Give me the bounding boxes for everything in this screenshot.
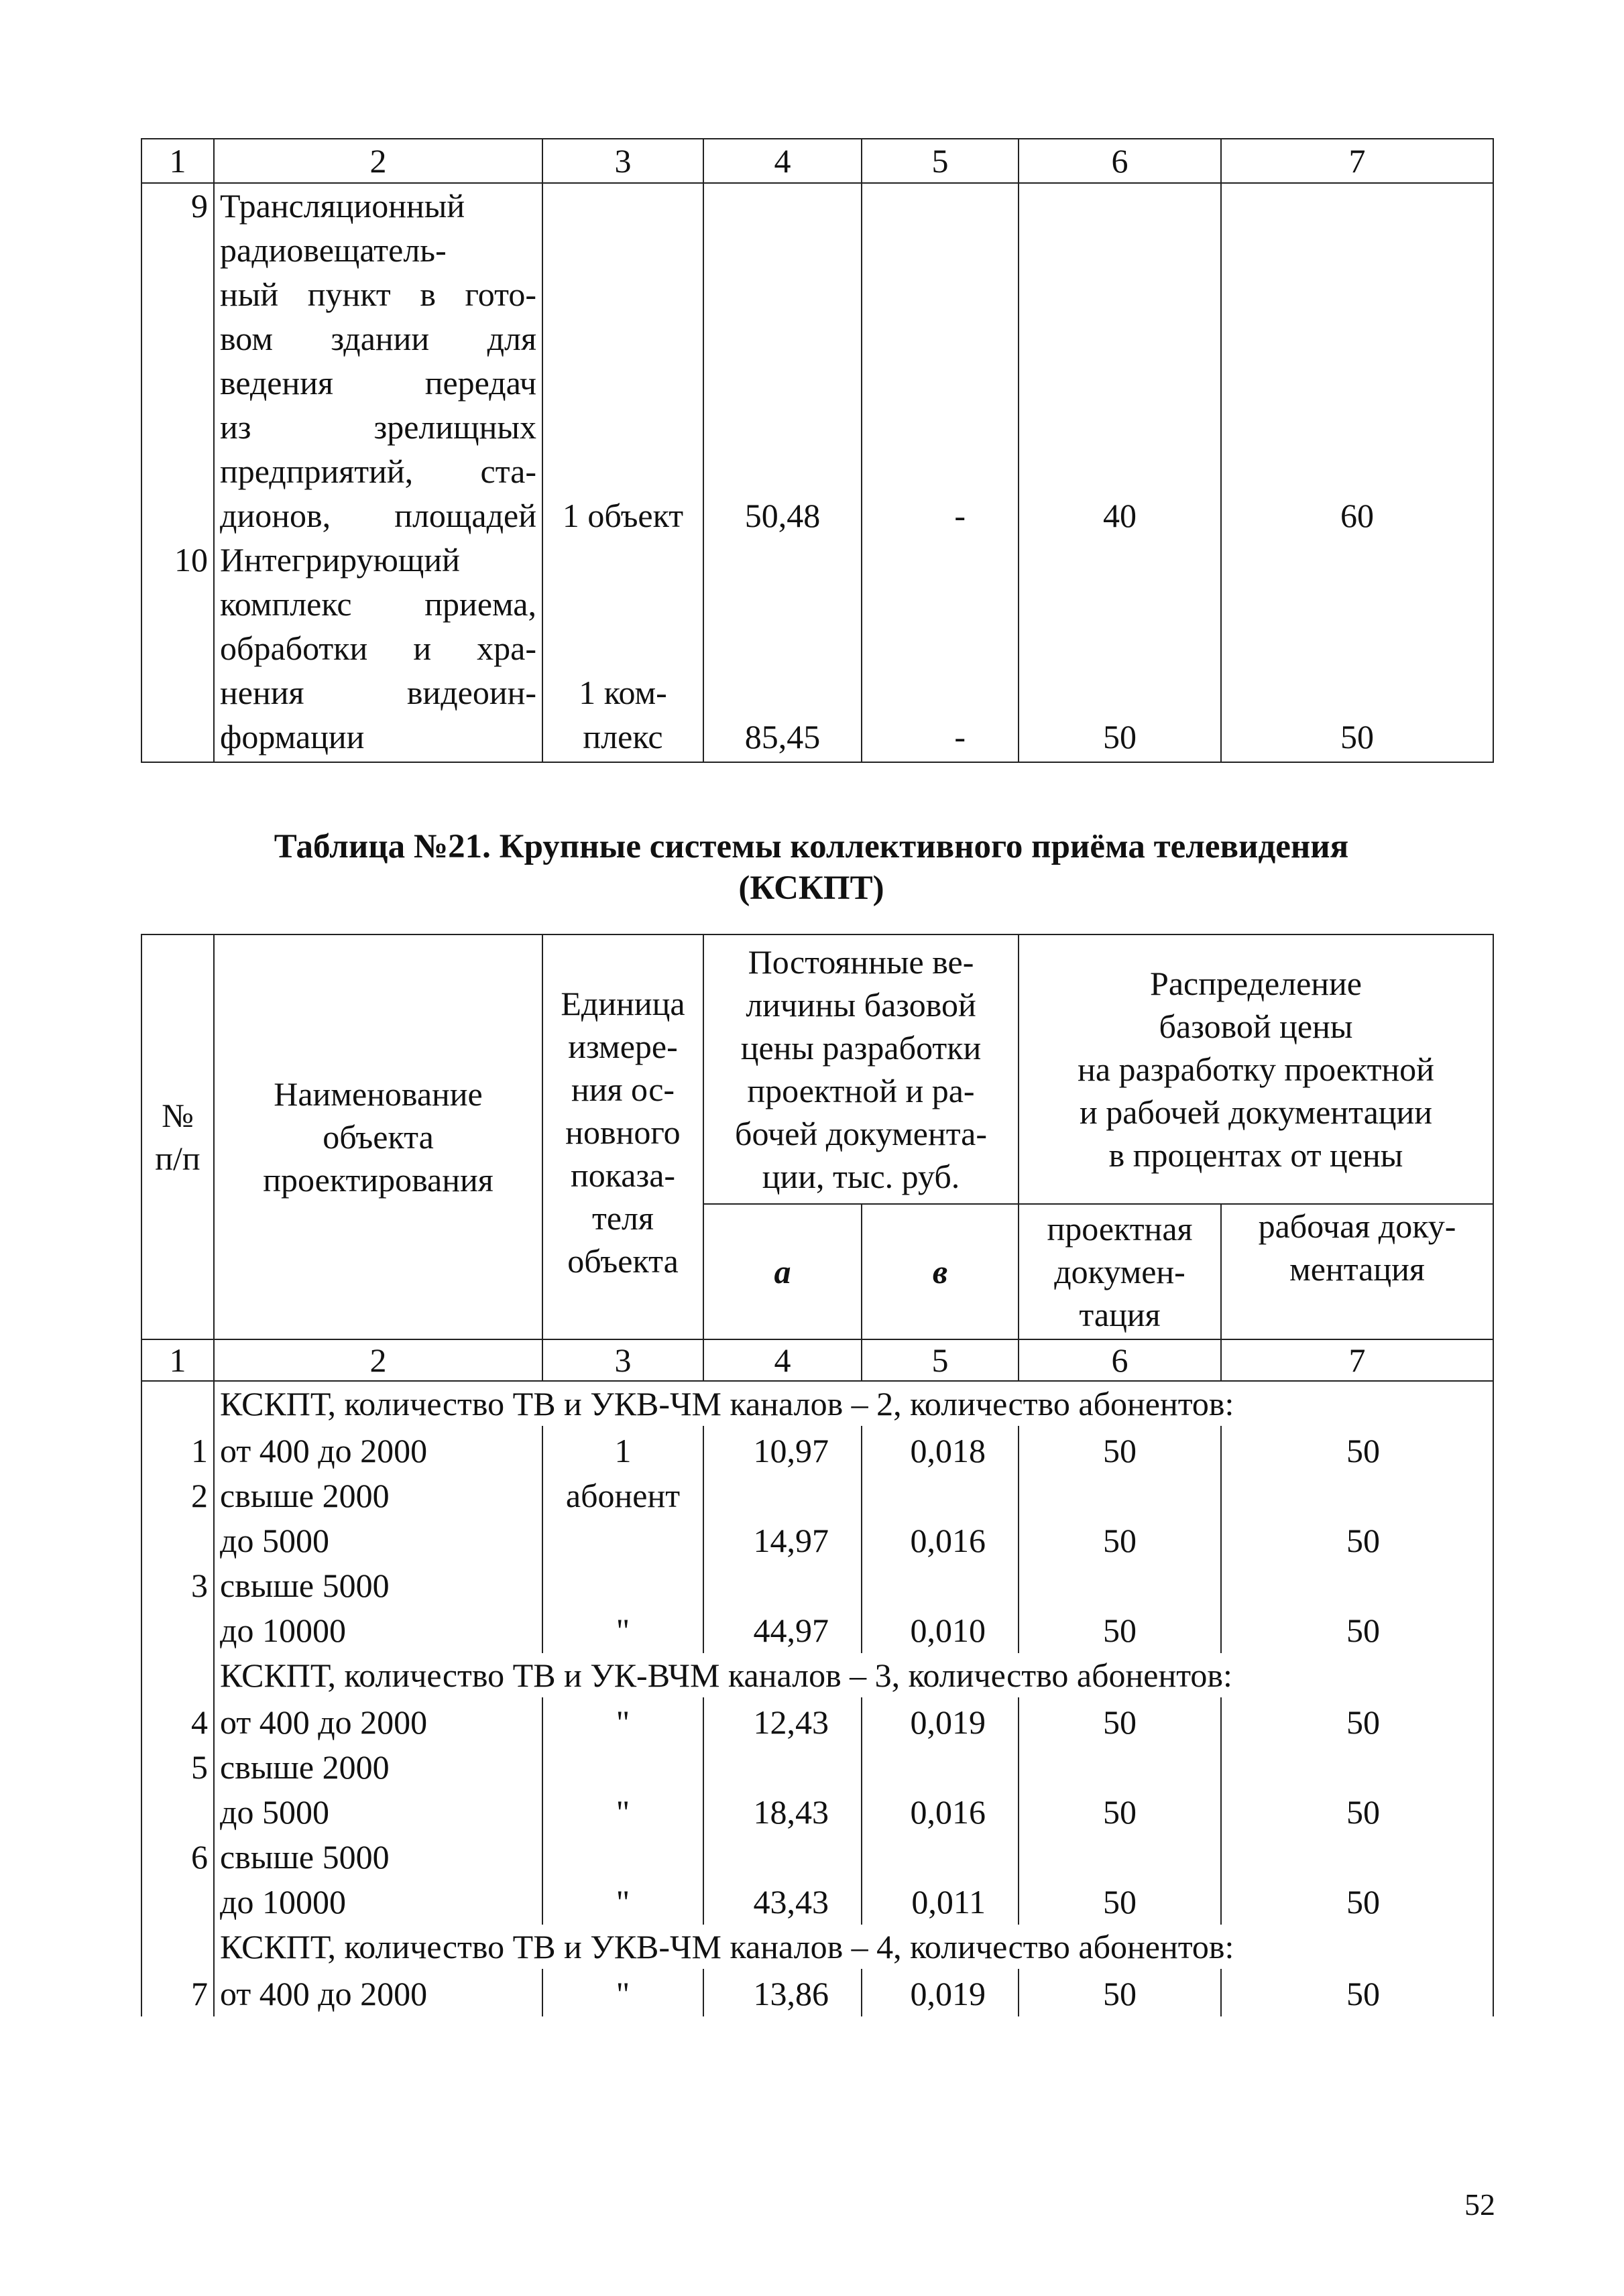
name-line: ведения передач bbox=[220, 364, 536, 402]
work-percent: 50 bbox=[1340, 718, 1374, 756]
name-line: дионов, площадей bbox=[220, 497, 536, 534]
unit-value: " bbox=[616, 1793, 630, 1831]
object-name: до 10000 bbox=[220, 1883, 346, 1921]
header-row bbox=[141, 934, 1493, 1204]
header-line: ния ос- bbox=[571, 1071, 675, 1108]
unit-value: " bbox=[616, 1975, 630, 2012]
project-percents bbox=[1019, 1697, 1221, 1925]
object-name: от 400 до 2000 bbox=[220, 1975, 428, 2012]
header-line: № bbox=[162, 1097, 194, 1134]
group-rows bbox=[141, 1969, 1493, 2016]
group-title: КСКПТ, количество ТВ и УКВ-ЧМ каналов – 4, количество абонентов: bbox=[214, 1925, 1493, 1969]
page-number: 52 bbox=[1464, 2187, 1495, 2222]
values-b bbox=[862, 1426, 1019, 1653]
table-21 bbox=[141, 934, 1494, 2016]
name-line: комплекс приема, bbox=[220, 585, 536, 623]
group-title-spacer bbox=[141, 1381, 214, 1426]
units bbox=[542, 1426, 703, 1653]
units bbox=[542, 1697, 703, 1925]
header-line: тация bbox=[1079, 1296, 1161, 1333]
header-line: Распределение bbox=[1150, 965, 1362, 1002]
column-number-row bbox=[141, 1339, 1493, 1381]
work-percent: 50 bbox=[1346, 1975, 1381, 2012]
header-line: бочей документа- bbox=[735, 1115, 988, 1152]
object-name: от 400 до 2000 bbox=[220, 1432, 428, 1469]
header-work-doc bbox=[1221, 1204, 1493, 1339]
unit-value: " bbox=[616, 1703, 630, 1741]
value-b: - bbox=[954, 497, 966, 534]
col-number: 6 bbox=[1019, 1339, 1221, 1381]
value-a bbox=[709, 1745, 856, 1790]
col-number: 6 bbox=[1019, 139, 1221, 183]
work-percent bbox=[1227, 1835, 1487, 1880]
value-a bbox=[709, 1563, 856, 1608]
work-percents bbox=[1221, 1697, 1493, 1925]
row-number bbox=[148, 1518, 208, 1563]
row-numbers bbox=[141, 1697, 214, 1925]
header-line: объекта bbox=[323, 1118, 434, 1156]
group-title-row bbox=[141, 1381, 1493, 1426]
group-title-spacer bbox=[141, 1653, 214, 1697]
value-a: 85,45 bbox=[744, 718, 821, 756]
header-line: проектирования bbox=[263, 1161, 494, 1199]
group-title-spacer bbox=[141, 1925, 214, 1969]
value-b-cell bbox=[862, 183, 1019, 762]
value-b: - bbox=[954, 718, 966, 756]
object-name-cell bbox=[214, 183, 542, 762]
col-number: 1 bbox=[141, 1339, 214, 1381]
value-b bbox=[868, 1745, 1012, 1790]
header-line: докумен- bbox=[1054, 1253, 1185, 1290]
row-number: 10 bbox=[174, 541, 208, 579]
value-b: 0,016 bbox=[910, 1793, 986, 1831]
header-line: проектной и ра- bbox=[747, 1072, 975, 1109]
work-percent: 50 bbox=[1346, 1522, 1381, 1559]
row-number bbox=[148, 1790, 208, 1835]
col-number: 5 bbox=[862, 139, 1019, 183]
header-a: а bbox=[703, 1204, 862, 1339]
col-number: 7 bbox=[1221, 1339, 1493, 1381]
row-number: 3 bbox=[191, 1567, 208, 1604]
work-percent bbox=[1227, 1745, 1487, 1790]
value-a bbox=[709, 1835, 856, 1880]
col-number: 2 bbox=[214, 139, 542, 183]
values-a bbox=[703, 1969, 862, 2016]
values-a bbox=[703, 1426, 862, 1653]
col-number: 2 bbox=[214, 1339, 542, 1381]
name-line: формации bbox=[220, 718, 365, 756]
value-b: 0,011 bbox=[911, 1883, 986, 1921]
name-line: нения видеоин- bbox=[220, 674, 536, 711]
values-b bbox=[862, 1697, 1019, 1925]
row-number: 9 bbox=[191, 187, 208, 225]
project-percents bbox=[1019, 1426, 1221, 1653]
header-line: ции, тыс. руб. bbox=[762, 1158, 960, 1195]
unit-value bbox=[548, 1563, 697, 1608]
col-number: 5 bbox=[862, 1339, 1019, 1381]
object-name: свыше 5000 bbox=[220, 1838, 390, 1876]
object-names bbox=[214, 1697, 542, 1925]
object-names bbox=[214, 1426, 542, 1653]
object-names bbox=[214, 1969, 542, 2016]
project-percent: 50 bbox=[1103, 1975, 1137, 2012]
previous-table bbox=[141, 138, 1494, 763]
project-percents bbox=[1019, 1969, 1221, 2016]
unit-value bbox=[548, 1835, 697, 1880]
col-number: 3 bbox=[542, 1339, 703, 1381]
object-name: свыше 2000 bbox=[220, 1748, 390, 1786]
value-a bbox=[709, 1473, 856, 1518]
value-a: 43,43 bbox=[753, 1883, 829, 1921]
project-percent: 50 bbox=[1103, 1703, 1137, 1741]
work-percent-cell bbox=[1221, 183, 1493, 762]
row-number: 4 bbox=[191, 1703, 208, 1741]
project-percent: 50 bbox=[1103, 1793, 1137, 1831]
row-numbers bbox=[141, 1969, 214, 2016]
object-name: свыше 2000 bbox=[220, 1477, 390, 1514]
caption-line: (КСКПТ) bbox=[738, 869, 884, 907]
unit-value: плекс bbox=[583, 718, 663, 756]
work-percent: 50 bbox=[1346, 1432, 1381, 1469]
unit-value: абонент bbox=[565, 1477, 681, 1514]
table-caption bbox=[121, 826, 1502, 909]
caption-line: Таблица №21. Крупные системы коллективного приёма телевидения bbox=[274, 828, 1349, 865]
group-rows bbox=[141, 1697, 1493, 1925]
name-line: предприятий, ста- bbox=[220, 452, 536, 490]
value-a: 14,97 bbox=[753, 1522, 829, 1559]
header-line: Наименование bbox=[274, 1075, 483, 1113]
header-line: объекта bbox=[567, 1242, 679, 1280]
unit-value: 1 объект bbox=[562, 497, 684, 534]
row-number bbox=[148, 1880, 208, 1925]
value-a: 12,43 bbox=[753, 1703, 829, 1741]
group-title: КСКПТ, количество ТВ и УКВ-ЧМ каналов – 2, количество абонентов: bbox=[214, 1381, 1493, 1426]
object-name: до 5000 bbox=[220, 1793, 329, 1831]
name-line: обработки и хра- bbox=[220, 629, 536, 667]
name-line: из зрелищных bbox=[220, 408, 536, 446]
row-number: 1 bbox=[191, 1432, 208, 1469]
value-b: 0,019 bbox=[910, 1703, 986, 1741]
name-line: вом здании для bbox=[220, 320, 536, 357]
header-num bbox=[141, 934, 214, 1339]
group-title-row bbox=[141, 1925, 1493, 1969]
header-distribution bbox=[1019, 934, 1493, 1204]
column-number-row bbox=[141, 139, 1493, 183]
project-percent bbox=[1025, 1745, 1215, 1790]
row-number-cell bbox=[141, 183, 214, 762]
project-percent: 40 bbox=[1103, 497, 1137, 534]
value-b: 0,019 bbox=[910, 1975, 986, 2012]
project-percent: 50 bbox=[1103, 1522, 1137, 1559]
unit-value bbox=[548, 1745, 697, 1790]
work-percents bbox=[1221, 1969, 1493, 2016]
group-title-row bbox=[141, 1653, 1493, 1697]
work-percent: 50 bbox=[1346, 1612, 1381, 1649]
project-percent bbox=[1025, 1473, 1215, 1518]
unit-value bbox=[548, 1518, 697, 1563]
unit-value: 1 ком- bbox=[579, 674, 667, 711]
value-a: 18,43 bbox=[753, 1793, 829, 1831]
table-row bbox=[141, 183, 1493, 762]
row-numbers bbox=[141, 1426, 214, 1653]
header-line: ментация bbox=[1289, 1250, 1425, 1288]
header-line: на разработку проектной bbox=[1078, 1050, 1434, 1088]
unit-value: 1 bbox=[614, 1432, 632, 1469]
header-line: и рабочей документации bbox=[1079, 1093, 1433, 1131]
header-project-doc bbox=[1019, 1204, 1221, 1339]
row-number: 2 bbox=[191, 1477, 208, 1514]
row-number: 5 bbox=[191, 1748, 208, 1786]
work-percent: 50 bbox=[1346, 1793, 1381, 1831]
name-line: ный пункт в гото- bbox=[220, 276, 536, 313]
name-line: Трансляционный bbox=[220, 187, 465, 225]
project-percent-cell bbox=[1019, 183, 1221, 762]
row-number: 7 bbox=[191, 1975, 208, 2012]
row-number bbox=[148, 1608, 208, 1653]
header-line: показа- bbox=[570, 1156, 676, 1194]
work-percent bbox=[1227, 1473, 1487, 1518]
col-number: 4 bbox=[703, 1339, 862, 1381]
value-a: 44,97 bbox=[753, 1612, 829, 1649]
unit-cell bbox=[542, 183, 703, 762]
header-const bbox=[703, 934, 1019, 1204]
value-a: 50,48 bbox=[744, 497, 821, 534]
header-line: новного bbox=[565, 1113, 681, 1151]
units bbox=[542, 1969, 703, 2016]
value-a: 10,97 bbox=[753, 1432, 829, 1469]
work-percents bbox=[1221, 1426, 1493, 1653]
header-unit bbox=[542, 934, 703, 1339]
project-percent: 50 bbox=[1103, 1612, 1137, 1649]
header-line: базовой цены bbox=[1159, 1008, 1353, 1045]
value-b: 0,016 bbox=[910, 1522, 986, 1559]
value-b bbox=[868, 1563, 1012, 1608]
work-percent: 50 bbox=[1346, 1703, 1381, 1741]
header-line: Постоянные ве- bbox=[748, 943, 974, 981]
group-title: КСКПТ, количество ТВ и УК-ВЧМ каналов – 3, количество абонентов: bbox=[214, 1653, 1493, 1697]
group-rows bbox=[141, 1426, 1493, 1653]
object-name: до 5000 bbox=[220, 1522, 329, 1559]
project-percent bbox=[1025, 1835, 1215, 1880]
project-percent: 50 bbox=[1103, 1432, 1137, 1469]
unit-value: " bbox=[616, 1612, 630, 1649]
header-line: в процентах от цены bbox=[1108, 1136, 1403, 1174]
object-name: до 10000 bbox=[220, 1612, 346, 1649]
unit-value: " bbox=[616, 1883, 630, 1921]
value-b bbox=[868, 1835, 1012, 1880]
project-percent bbox=[1025, 1563, 1215, 1608]
row-number: 6 bbox=[191, 1838, 208, 1876]
value-b: 0,010 bbox=[910, 1612, 986, 1649]
work-percent bbox=[1227, 1563, 1487, 1608]
col-number: 1 bbox=[141, 139, 214, 183]
header-line: рабочая доку- bbox=[1258, 1207, 1456, 1245]
header-line: Единица bbox=[561, 985, 685, 1022]
name-line: Интегрирующий bbox=[220, 541, 460, 579]
header-b: в bbox=[862, 1204, 1019, 1339]
value-b: 0,018 bbox=[910, 1432, 986, 1469]
header-line: п/п bbox=[155, 1140, 200, 1177]
value-b bbox=[868, 1473, 1012, 1518]
col-number: 7 bbox=[1221, 139, 1493, 183]
value-a-cell bbox=[703, 183, 862, 762]
object-name: свыше 5000 bbox=[220, 1567, 390, 1604]
header-line: теля bbox=[592, 1199, 654, 1237]
project-percent: 50 bbox=[1103, 718, 1137, 756]
name-line: радиовещатель- bbox=[220, 231, 447, 269]
value-a: 13,86 bbox=[753, 1975, 829, 2012]
header-line: личины базовой bbox=[746, 986, 976, 1024]
work-percent: 50 bbox=[1346, 1883, 1381, 1921]
object-name: от 400 до 2000 bbox=[220, 1703, 428, 1741]
project-percent: 50 bbox=[1103, 1883, 1137, 1921]
values-a bbox=[703, 1697, 862, 1925]
col-number: 3 bbox=[542, 139, 703, 183]
col-number: 4 bbox=[703, 139, 862, 183]
work-percent: 60 bbox=[1340, 497, 1374, 534]
header-line: проектная bbox=[1047, 1210, 1193, 1248]
values-b bbox=[862, 1969, 1019, 2016]
header-line: измере- bbox=[568, 1028, 678, 1065]
header-line: цены разработки bbox=[740, 1029, 982, 1067]
header-name bbox=[214, 934, 542, 1339]
